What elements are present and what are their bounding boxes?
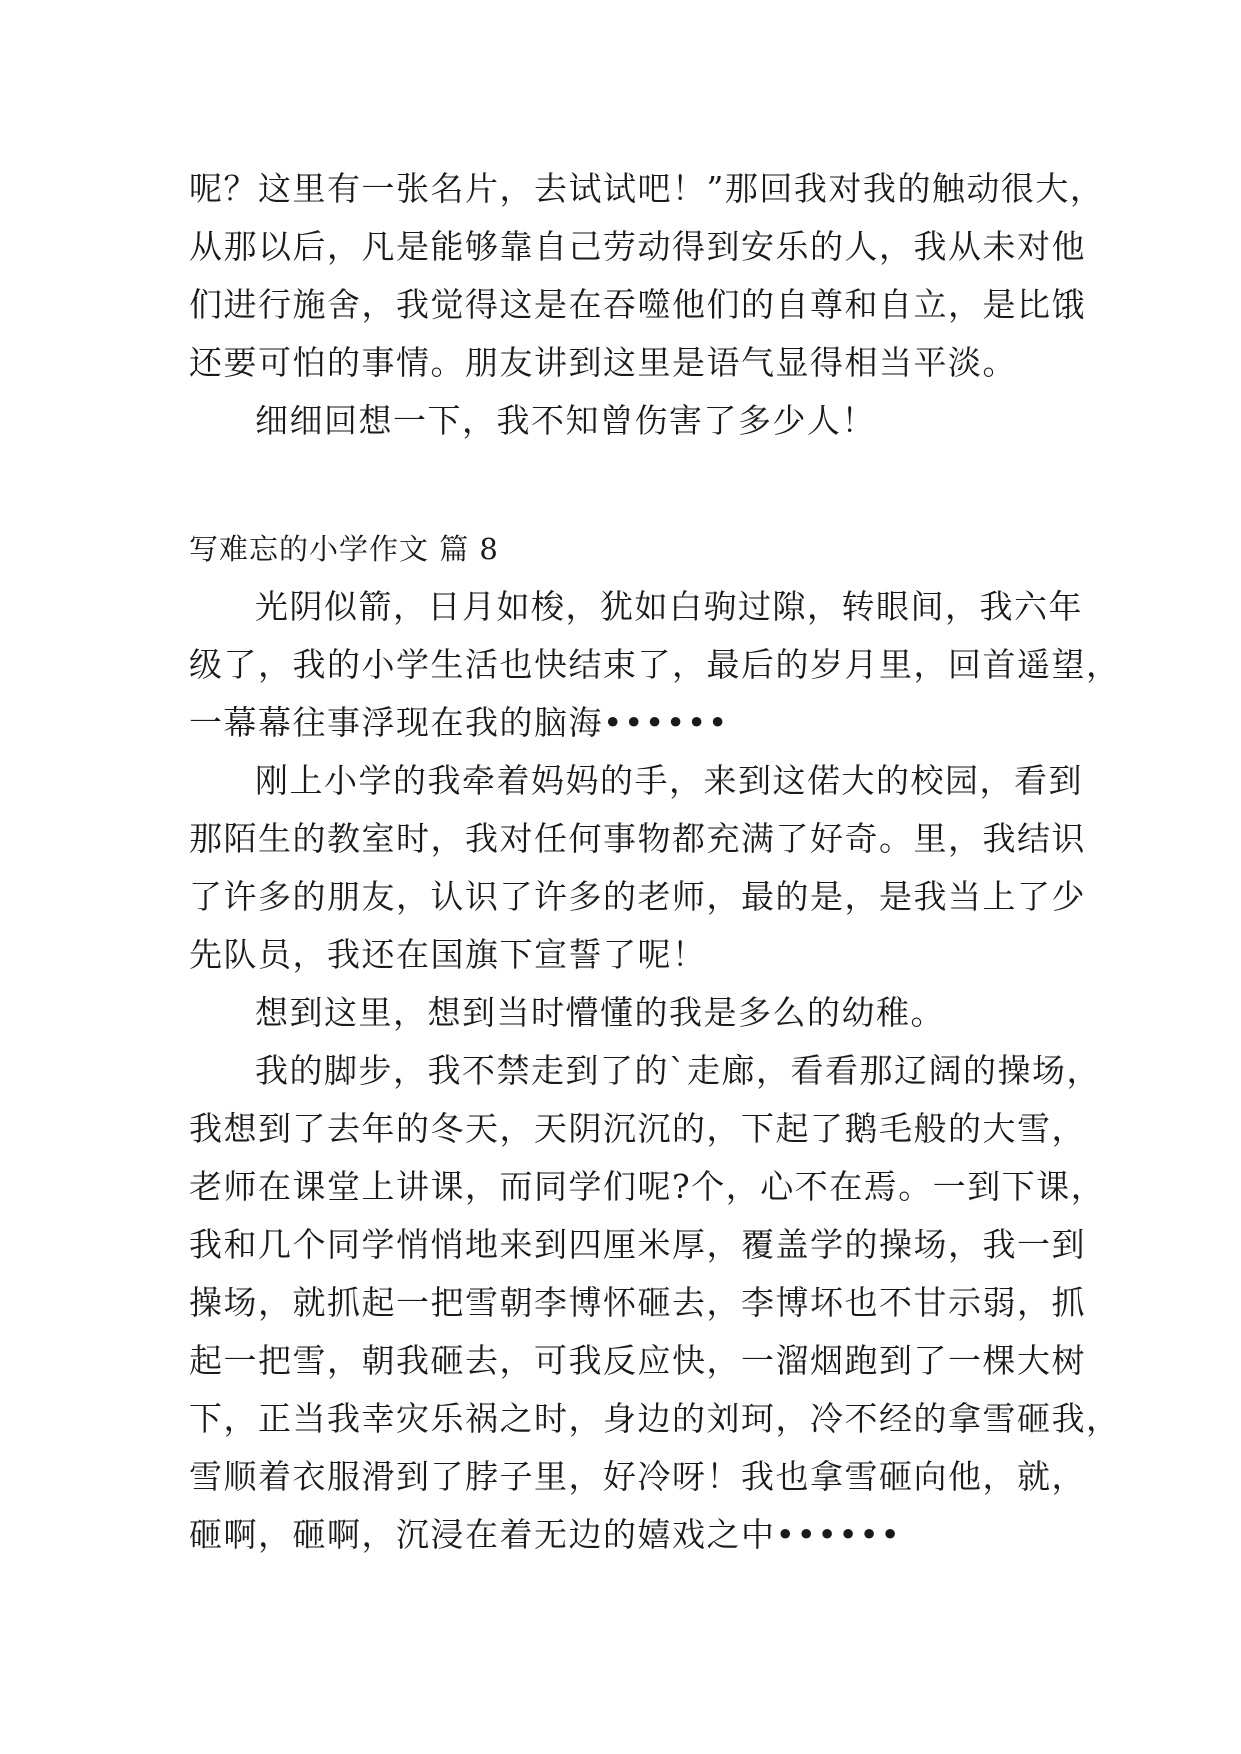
section-heading: 写难忘的小学作文 篇 8 bbox=[189, 532, 499, 566]
text-line: 从那以后，凡是能够靠自己劳动得到安乐的人，我从未对他 bbox=[189, 227, 1086, 266]
text-line: 砸啊，砸啊，沉浸在着无边的嬉戏之中•••••• bbox=[189, 1515, 902, 1554]
text-line: 细细回想一下，我不知曾伤害了多少人！ bbox=[255, 401, 876, 440]
text-line: 们进行施舍，我觉得这是在吞噬他们的自尊和自立，是比饿 bbox=[189, 285, 1086, 324]
text-line: 还要可怕的事情。朋友讲到这里是语气显得相当平淡。 bbox=[189, 343, 1017, 382]
paragraph-2 bbox=[189, 752, 1086, 984]
text-line: 先队员，我还在国旗下宣誓了呢！ bbox=[189, 935, 707, 974]
text-line: 级了，我的小学生活也快结束了，最后的岁月里，回首遥望， bbox=[189, 645, 1121, 684]
text-line: 了许多的朋友，认识了许多的老师，最的是，是我当上了少 bbox=[189, 877, 1086, 916]
section-gap bbox=[189, 450, 1069, 520]
text-line: 一幕幕往事浮现在我的脑海•••••• bbox=[189, 703, 729, 742]
paragraph-continued bbox=[189, 160, 1105, 392]
text-line: 起一把雪，朝我砸去，可我反应快，一溜烟跑到了一棵大树 bbox=[189, 1341, 1086, 1380]
text-line: 雪顺着衣服滑到了脖子里，好冷呀！我也拿雪砸向他，就， bbox=[189, 1457, 1086, 1496]
document-page bbox=[189, 160, 1121, 1564]
text-line: 操场，就抓起一把雪朝李博怀砸去，李博坏也不甘示弱，抓 bbox=[189, 1283, 1086, 1322]
text-line: 我和几个同学悄悄地来到四厘米厚，覆盖学的操场，我一到 bbox=[189, 1225, 1086, 1264]
text-line: 那陌生的教室时，我对任何事物都充满了好奇。里，我结识 bbox=[189, 819, 1086, 858]
text-line: 呢？这里有一张名片，去试试吧！”那回我对我的触动很大， bbox=[189, 169, 1105, 208]
paragraph-1 bbox=[189, 578, 1121, 752]
text-line: 刚上小学的我牵着妈妈的手，来到这偌大的校园，看到 bbox=[255, 761, 1083, 800]
paragraph-3 bbox=[189, 984, 1069, 1042]
paragraph-closing bbox=[189, 392, 1069, 450]
text-line: 光阴似箭，日月如梭，犹如白驹过隙，转眼间，我六年 bbox=[255, 587, 1083, 626]
text-line: 下，正当我幸灾乐祸之时，身边的刘珂，冷不经的拿雪砸我， bbox=[189, 1399, 1121, 1438]
paragraph-4 bbox=[189, 1042, 1121, 1564]
text-line: 老师在课堂上讲课，而同学们呢?个，心不在焉。一到下课， bbox=[189, 1167, 1106, 1206]
text-line: 想到这里，想到当时懵懂的我是多么的幼稚。 bbox=[255, 993, 945, 1032]
text-line: 我的脚步，我不禁走到了的`走廊，看看那辽阔的操场， bbox=[255, 1051, 1101, 1090]
text-line: 我想到了去年的冬天，天阴沉沉的，下起了鹅毛般的大雪， bbox=[189, 1109, 1086, 1148]
